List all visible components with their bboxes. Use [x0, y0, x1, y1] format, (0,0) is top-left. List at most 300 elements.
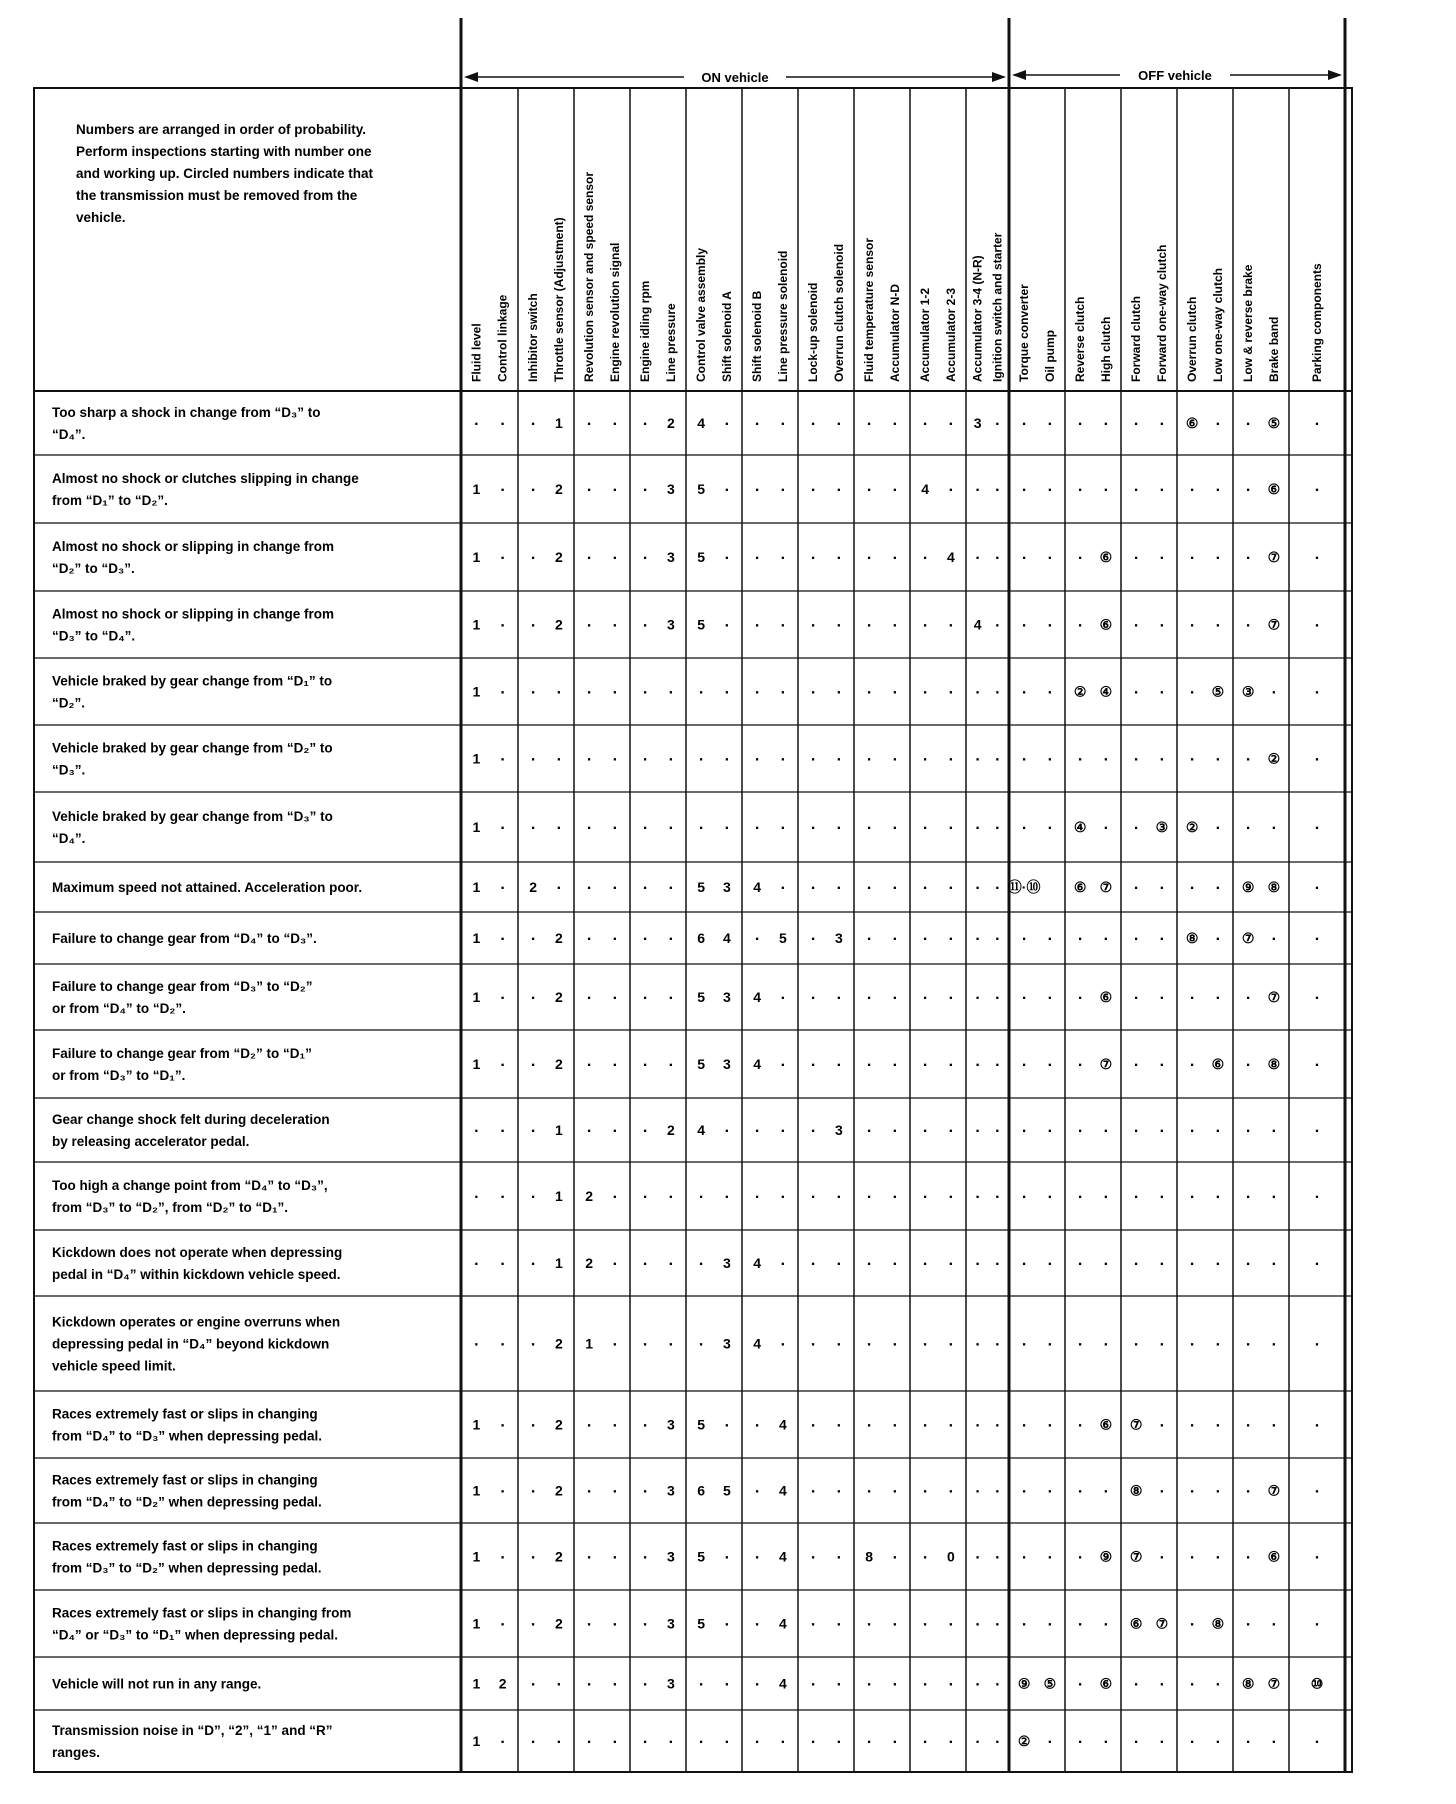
- empty-cell-dot: .: [1133, 478, 1139, 495]
- empty-cell-dot: .: [1189, 1185, 1195, 1202]
- empty-cell-dot: .: [612, 1053, 618, 1070]
- note-line: Perform inspections starting with number one: [76, 144, 372, 159]
- empty-cell-dot: .: [1077, 1053, 1083, 1070]
- empty-cell-dot: .: [586, 1413, 592, 1431]
- empty-cell-dot: .: [810, 1612, 816, 1630]
- empty-cell-dot: .: [922, 1730, 928, 1747]
- row-label: Vehicle braked by gear change from “D₁” to “D₂”.: [52, 673, 333, 711]
- cell-value: ⑩: [1310, 1675, 1324, 1692]
- empty-cell-dot: .: [810, 412, 816, 429]
- cell-value: ⑦: [1099, 1056, 1113, 1072]
- empty-cell-dot: .: [1047, 1730, 1053, 1747]
- column-header: High clutch: [1098, 316, 1113, 382]
- empty-cell-dot: .: [1215, 1479, 1221, 1497]
- cell-value: 3: [666, 549, 675, 565]
- row-label: Vehicle will not run in any range.: [52, 1676, 262, 1692]
- empty-cell-dot: .: [810, 1672, 816, 1690]
- empty-cell-dot: .: [724, 1413, 730, 1431]
- empty-cell-dot: .: [586, 1730, 592, 1747]
- empty-cell-dot: .: [642, 1053, 648, 1070]
- empty-cell-dot: .: [922, 412, 928, 429]
- empty-cell-dot: .: [1077, 1185, 1083, 1202]
- empty-cell-dot: .: [1245, 1413, 1251, 1431]
- column-header: Ignition switch and starter: [990, 232, 1005, 382]
- cell-value: ⑧: [1129, 1482, 1143, 1499]
- empty-cell-dot: .: [1189, 680, 1195, 698]
- empty-cell-dot: .: [1077, 1332, 1083, 1350]
- cell-value: 1: [472, 481, 481, 497]
- cell-value: 3: [666, 1548, 675, 1565]
- cell-value: 0: [946, 1548, 955, 1565]
- empty-cell-dot: .: [1159, 1119, 1165, 1136]
- cell-value: 2: [554, 1482, 563, 1499]
- empty-cell-dot: .: [1133, 613, 1139, 631]
- column-header: Engine revolution signal: [607, 242, 622, 382]
- empty-cell-dot: .: [1133, 816, 1139, 833]
- empty-cell-dot: .: [1314, 816, 1320, 833]
- empty-cell-dot: .: [995, 680, 1000, 698]
- empty-cell-dot: .: [1215, 412, 1221, 429]
- column-header: Inhibitor switch: [526, 293, 541, 382]
- empty-cell-dot: .: [866, 680, 872, 698]
- empty-cell-dot: .: [1133, 986, 1139, 1003]
- cell-value: 3: [722, 879, 731, 895]
- empty-cell-dot: .: [1314, 986, 1320, 1003]
- cell-value: ⑤: [1211, 683, 1225, 700]
- empty-cell-dot: .: [892, 1252, 898, 1269]
- empty-cell-dot: .: [1047, 927, 1053, 944]
- empty-cell-dot: .: [975, 747, 980, 765]
- empty-cell-dot: .: [948, 1479, 954, 1497]
- empty-cell-dot: .: [948, 1185, 954, 1202]
- empty-cell-dot: .: [530, 1413, 536, 1431]
- empty-cell-dot: .: [1245, 1479, 1251, 1497]
- empty-cell-dot: .: [836, 1612, 842, 1630]
- cell-value: 5: [697, 616, 706, 633]
- empty-cell-dot: .: [892, 1545, 898, 1563]
- empty-cell-dot: .: [836, 1053, 842, 1070]
- empty-cell-dot: .: [1215, 747, 1221, 765]
- empty-cell-dot: .: [922, 613, 928, 631]
- empty-cell-dot: .: [556, 1730, 562, 1747]
- empty-cell-dot: .: [975, 1252, 980, 1269]
- empty-cell-dot: .: [612, 680, 618, 698]
- cell-value: 4: [753, 879, 762, 895]
- empty-cell-dot: .: [780, 1053, 786, 1070]
- empty-cell-dot: .: [1133, 1252, 1139, 1269]
- empty-cell-dot: .: [530, 1612, 536, 1630]
- cell-value: ⑨: [1241, 879, 1255, 895]
- empty-cell-dot: .: [668, 1053, 674, 1070]
- cell-value: 2: [529, 879, 538, 895]
- cell-value: 2: [554, 1416, 563, 1433]
- empty-cell-dot: .: [975, 478, 980, 495]
- column-headers: [469, 172, 1324, 382]
- empty-cell-dot: .: [1271, 927, 1277, 944]
- empty-cell-dot: .: [995, 546, 1000, 563]
- empty-cell-dot: .: [1021, 412, 1027, 429]
- empty-cell-dot: .: [668, 1332, 674, 1350]
- empty-cell-dot: .: [1077, 1252, 1083, 1269]
- empty-cell-dot: .: [1047, 1185, 1053, 1202]
- cell-value: 6: [697, 1482, 706, 1499]
- empty-cell-dot: .: [780, 1252, 786, 1269]
- empty-cell-dot: .: [892, 613, 898, 631]
- empty-cell-dot: .: [810, 1185, 816, 1202]
- empty-cell-dot: .: [556, 680, 562, 698]
- cell-value: 4: [753, 1335, 762, 1352]
- empty-cell-dot: .: [948, 1413, 954, 1431]
- empty-cell-dot: .: [500, 876, 505, 893]
- empty-cell-dot: .: [975, 1612, 980, 1630]
- empty-cell-dot: .: [1047, 1479, 1053, 1497]
- empty-cell-dot: .: [1245, 1185, 1251, 1202]
- cell-value: 1: [472, 1416, 481, 1433]
- cell-value: 5: [697, 1548, 706, 1565]
- empty-cell-dot: .: [1189, 546, 1195, 563]
- row-label: Races extremely fast or slips in changing from “D₄” or “D₃” to “D₁” when depressing pedal.: [52, 1605, 352, 1643]
- cell-value: 2: [554, 549, 563, 565]
- empty-cell-dot: .: [500, 478, 505, 495]
- cell-value: 5: [697, 549, 706, 565]
- empty-cell-dot: .: [810, 613, 816, 631]
- empty-cell-dot: .: [975, 816, 980, 833]
- empty-cell-dot: .: [922, 1185, 928, 1202]
- empty-cell-dot: .: [995, 1479, 1000, 1497]
- empty-cell-dot: .: [1021, 680, 1027, 698]
- empty-cell-dot: .: [948, 613, 954, 631]
- empty-cell-dot: .: [1189, 1730, 1195, 1747]
- empty-cell-dot: .: [586, 1053, 592, 1070]
- empty-cell-dot: .: [948, 478, 954, 495]
- empty-cell-dot: .: [530, 1053, 536, 1070]
- cell-value: ⑨: [1099, 1548, 1113, 1565]
- empty-cell-dot: .: [780, 613, 786, 631]
- empty-cell-dot: .: [1047, 680, 1053, 698]
- empty-cell-dot: .: [995, 747, 1000, 765]
- empty-cell-dot: .: [1215, 816, 1221, 833]
- empty-cell-dot: .: [1077, 1545, 1083, 1563]
- empty-cell-dot: .: [1133, 1185, 1139, 1202]
- empty-cell-dot: .: [724, 680, 730, 698]
- empty-cell-dot: .: [668, 927, 674, 944]
- cell-value: 1: [472, 1675, 481, 1692]
- cell-value: ⑦: [1267, 1482, 1281, 1499]
- empty-cell-dot: .: [612, 1252, 618, 1269]
- empty-cell-dot: .: [1314, 1479, 1320, 1497]
- empty-cell-dot: .: [698, 1332, 704, 1350]
- empty-cell-dot: .: [724, 478, 730, 495]
- row-label: Too high a change point from “D₄” to “D₃”, from “D₃” to “D₂”, from “D₂” to “D₁”.: [52, 1178, 328, 1215]
- empty-cell-dot: .: [668, 1252, 674, 1269]
- empty-cell-dot: .: [1314, 927, 1320, 944]
- empty-cell-dot: .: [1271, 1185, 1277, 1202]
- empty-cell-dot: .: [724, 1672, 730, 1690]
- row-label: Maximum speed not attained. Acceleration poor.: [52, 880, 363, 895]
- empty-cell-dot: .: [892, 1413, 898, 1431]
- row-label: Almost no shock or slipping in change from “D₃” to “D₄”.: [52, 606, 335, 644]
- empty-cell-dot: .: [975, 1730, 980, 1747]
- empty-cell-dot: .: [1215, 927, 1221, 944]
- empty-cell-dot: .: [612, 1730, 618, 1747]
- empty-cell-dot: .: [1314, 747, 1320, 765]
- empty-cell-dot: .: [922, 1479, 928, 1497]
- empty-cell-dot: .: [892, 876, 898, 893]
- empty-cell-dot: .: [1047, 1413, 1053, 1431]
- empty-cell-dot: .: [836, 1332, 842, 1350]
- empty-cell-dot: .: [698, 1730, 704, 1747]
- empty-cell-dot: .: [810, 478, 816, 495]
- empty-cell-dot: .: [1077, 412, 1083, 429]
- empty-cell-dot: .: [1314, 1612, 1320, 1630]
- cell-value: 3: [666, 616, 675, 633]
- empty-cell-dot: .: [668, 1730, 674, 1747]
- row-label: Failure to change gear from “D₂” to “D₁” or from “D₃” to “D₁”.: [52, 1046, 312, 1083]
- empty-cell-dot: .: [1245, 1119, 1251, 1136]
- empty-cell-dot: .: [995, 816, 1000, 833]
- cell-value: 4: [753, 989, 762, 1005]
- empty-cell-dot: .: [1314, 613, 1320, 631]
- empty-cell-dot: .: [975, 1545, 980, 1563]
- cell-value: ⑦: [1099, 879, 1113, 895]
- empty-cell-dot: .: [1314, 546, 1320, 563]
- empty-cell-dot: .: [500, 927, 505, 944]
- cell-value: 1: [472, 1733, 481, 1749]
- empty-cell-dot: .: [642, 1479, 648, 1497]
- empty-cell-dot: .: [612, 546, 618, 563]
- cell-value: ⑧: [1185, 930, 1199, 946]
- column-header: Low & reverse brake: [1241, 264, 1256, 382]
- cell-value: 3: [722, 989, 731, 1005]
- empty-cell-dot: .: [530, 1672, 536, 1690]
- empty-cell-dot: .: [1047, 613, 1053, 631]
- empty-cell-dot: .: [530, 1252, 536, 1269]
- empty-cell-dot: .: [642, 680, 648, 698]
- cell-value: ⑦: [1267, 989, 1281, 1005]
- empty-cell-dot: .: [836, 1185, 842, 1202]
- empty-cell-dot: .: [500, 1053, 505, 1070]
- empty-cell-dot: .: [1159, 1413, 1165, 1431]
- cell-value: 1: [472, 930, 481, 946]
- empty-cell-dot: .: [1159, 613, 1165, 631]
- empty-cell-dot: .: [1189, 1332, 1195, 1350]
- cell-value: ⑦: [1267, 616, 1281, 633]
- empty-cell-dot: .: [1271, 1413, 1277, 1431]
- empty-cell-dot: .: [810, 986, 816, 1003]
- empty-cell-dot: .: [586, 1672, 592, 1690]
- empty-cell-dot: .: [474, 412, 479, 429]
- empty-cell-dot: .: [754, 927, 760, 944]
- cell-value: ④: [1073, 819, 1087, 835]
- empty-cell-dot: .: [500, 412, 505, 429]
- empty-cell-dot: .: [754, 1185, 760, 1202]
- row-label: Kickdown operates or engine overruns when depressing pedal in “D₄” beyond kickdown vehicle speed limit.: [52, 1314, 341, 1374]
- empty-cell-dot: .: [995, 412, 1000, 429]
- empty-cell-dot: .: [1159, 680, 1165, 698]
- empty-cell-dot: .: [1189, 478, 1195, 495]
- empty-cell-dot: .: [1215, 613, 1221, 631]
- empty-cell-dot: .: [1021, 927, 1027, 944]
- row-label: Vehicle braked by gear change from “D₂” to “D₃”.: [52, 740, 333, 778]
- cell-value: 1: [554, 1122, 563, 1138]
- empty-cell-dot: .: [1314, 1332, 1320, 1350]
- empty-cell-dot: .: [530, 546, 536, 563]
- empty-cell-dot: .: [1215, 1730, 1221, 1747]
- empty-cell-dot: .: [1021, 1185, 1027, 1202]
- empty-cell-dot: .: [1047, 1053, 1053, 1070]
- empty-cell-dot: .: [975, 680, 980, 698]
- empty-cell-dot: .: [1047, 816, 1053, 833]
- empty-cell-dot: .: [810, 927, 816, 944]
- empty-cell-dot: .: [612, 876, 618, 893]
- empty-cell-dot: .: [975, 927, 980, 944]
- empty-cell-dot: .: [1077, 546, 1083, 563]
- cell-value: 5: [697, 879, 706, 895]
- empty-cell-dot: .: [642, 546, 648, 563]
- empty-cell-dot: .: [995, 1413, 1000, 1431]
- cell-value: 4: [778, 1615, 787, 1632]
- empty-cell-dot: .: [780, 546, 786, 563]
- empty-cell-dot: .: [1103, 1252, 1109, 1269]
- empty-cell-dot: .: [612, 1185, 618, 1202]
- empty-cell-dot: .: [642, 1332, 648, 1350]
- empty-cell-dot: .: [724, 1119, 730, 1136]
- empty-cell-dot: .: [724, 816, 730, 833]
- empty-cell-dot: .: [1103, 816, 1109, 833]
- empty-cell-dot: .: [866, 613, 872, 631]
- cell-value: ③: [1241, 683, 1255, 700]
- empty-cell-dot: .: [836, 680, 842, 698]
- empty-cell-dot: .: [500, 747, 505, 765]
- empty-cell-dot: .: [1047, 1119, 1053, 1136]
- empty-cell-dot: .: [1159, 927, 1165, 944]
- empty-cell-dot: .: [780, 1185, 786, 1202]
- empty-cell-dot: .: [1047, 1252, 1053, 1269]
- empty-cell-dot: .: [556, 1672, 562, 1690]
- cell-value: 4: [778, 1675, 787, 1692]
- cell-value: 5: [697, 1416, 706, 1433]
- cell-value: 4: [697, 1122, 706, 1138]
- cell-value: 2: [585, 1188, 594, 1204]
- off-vehicle-label: OFF vehicle: [1138, 68, 1212, 83]
- empty-cell-dot: .: [1159, 747, 1165, 765]
- empty-cell-dot: .: [754, 1545, 760, 1563]
- empty-cell-dot: .: [1189, 1252, 1195, 1269]
- empty-cell-dot: .: [1245, 1252, 1251, 1269]
- empty-cell-dot: .: [642, 1413, 648, 1431]
- empty-cell-dot: .: [530, 986, 536, 1003]
- column-header: Accumulator 3-4 (N-R): [970, 255, 985, 382]
- empty-cell-dot: .: [1133, 412, 1139, 429]
- empty-cell-dot: .: [642, 986, 648, 1003]
- empty-cell-dot: .: [1314, 478, 1320, 495]
- cell-value: 1: [472, 1482, 481, 1499]
- empty-cell-dot: .: [1047, 986, 1053, 1003]
- cell-value: 3: [722, 1335, 731, 1352]
- column-header: Overrun clutch solenoid: [831, 243, 846, 382]
- empty-cell-dot: .: [642, 816, 648, 833]
- empty-cell-dot: .: [1189, 1612, 1195, 1630]
- empty-cell-dot: .: [612, 927, 618, 944]
- empty-cell-dot: .: [975, 1672, 980, 1690]
- empty-cell-dot: .: [892, 680, 898, 698]
- cell-value: 3: [666, 1416, 675, 1433]
- cell-value: 2: [554, 1615, 563, 1632]
- empty-cell-dot: .: [922, 1332, 928, 1350]
- empty-cell-dot: .: [612, 613, 618, 631]
- cell-value: 5: [697, 481, 706, 497]
- empty-cell-dot: .: [948, 680, 954, 698]
- cell-value: ②: [1017, 1733, 1031, 1749]
- empty-cell-dot: .: [995, 1332, 1000, 1350]
- empty-cell-dot: .: [1159, 1479, 1165, 1497]
- empty-cell-dot: .: [922, 986, 928, 1003]
- column-header: Line pressure solenoid: [775, 250, 790, 382]
- empty-cell-dot: .: [1215, 1252, 1221, 1269]
- empty-cell-dot: .: [922, 927, 928, 944]
- empty-cell-dot: .: [1103, 1479, 1109, 1497]
- empty-cell-dot: .: [586, 1612, 592, 1630]
- empty-cell-dot: .: [1215, 478, 1221, 495]
- empty-cell-dot: .: [1215, 1332, 1221, 1350]
- note-line: Numbers are arranged in order of probability.: [76, 122, 367, 137]
- empty-cell-dot: .: [922, 1413, 928, 1431]
- empty-cell-dot: .: [1159, 1185, 1165, 1202]
- empty-cell-dot: .: [530, 1119, 536, 1136]
- empty-cell-dot: .: [1133, 1053, 1139, 1070]
- on-vehicle-label: ON vehicle: [701, 70, 769, 85]
- row-label: Races extremely fast or slips in changing from “D₃” to “D₂” when depressing pedal.: [52, 1538, 322, 1576]
- empty-cell-dot: .: [810, 876, 816, 893]
- empty-cell-dot: .: [1077, 1612, 1083, 1630]
- empty-cell-dot: .: [836, 747, 842, 765]
- empty-cell-dot: .: [836, 478, 842, 495]
- empty-cell-dot: .: [1215, 1119, 1221, 1136]
- empty-cell-dot: .: [1047, 1545, 1053, 1563]
- empty-cell-dot: .: [586, 876, 592, 893]
- empty-cell-dot: .: [1021, 816, 1027, 833]
- empty-cell-dot: .: [995, 1053, 1000, 1070]
- empty-cell-dot: .: [780, 747, 786, 765]
- empty-cell-dot: .: [810, 546, 816, 563]
- empty-cell-dot: .: [642, 1119, 648, 1136]
- empty-cell-dot: .: [642, 613, 648, 631]
- cell-value: ⑥: [1267, 1548, 1281, 1565]
- empty-cell-dot: .: [948, 1730, 954, 1747]
- empty-cell-dot: .: [1021, 1413, 1027, 1431]
- empty-cell-dot: .: [995, 1730, 1000, 1747]
- cell-value: 1: [554, 1255, 563, 1271]
- empty-cell-dot: .: [556, 876, 562, 893]
- empty-cell-dot: .: [866, 1119, 872, 1136]
- empty-cell-dot: .: [500, 1612, 505, 1630]
- empty-cell-dot: .: [922, 876, 928, 893]
- empty-cell-dot: .: [1215, 1413, 1221, 1431]
- empty-cell-dot: .: [612, 816, 618, 833]
- column-header: Torque converter: [1017, 284, 1032, 382]
- empty-cell-dot: .: [780, 680, 786, 698]
- cell-value: 4: [921, 481, 930, 497]
- row-label: Failure to change gear from “D₃” to “D₂” or from “D₄” to “D₂”.: [52, 979, 313, 1016]
- empty-cell-dot: .: [780, 876, 786, 893]
- cell-value: 3: [666, 1482, 675, 1499]
- empty-cell-dot: .: [612, 1672, 618, 1690]
- cell-value: 3: [722, 1255, 731, 1271]
- empty-cell-dot: .: [975, 876, 980, 893]
- empty-cell-dot: .: [1314, 1730, 1320, 1747]
- empty-cell-dot: .: [810, 816, 816, 833]
- empty-cell-dot: .: [1215, 1672, 1221, 1690]
